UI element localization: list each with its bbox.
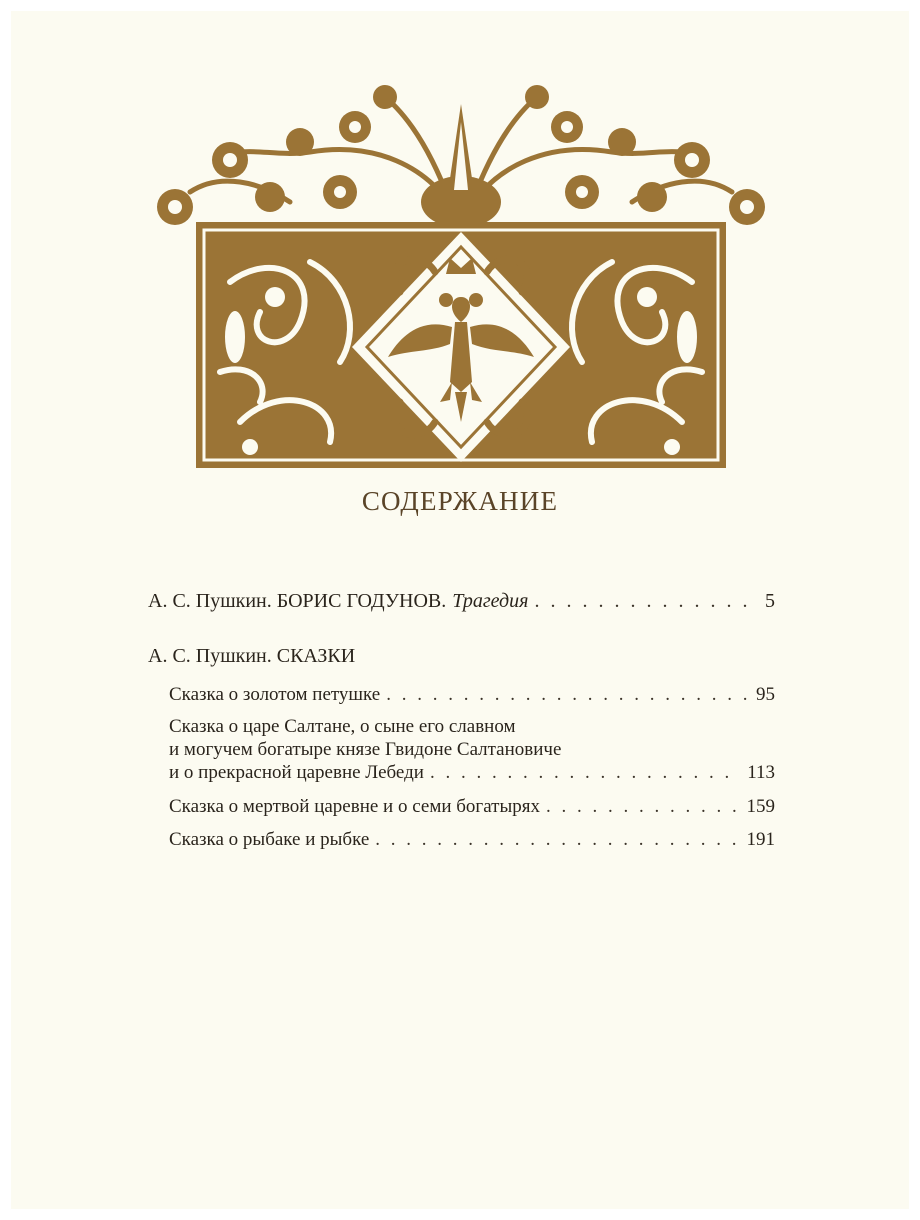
toc-entry-fisherman[interactable] [169,829,775,851]
toc-entry-dead-princess[interactable] [169,796,775,818]
toc-entry-title: Сказка о золотом петушке [169,684,381,705]
toc-entry-boris-godunov[interactable] [148,590,775,613]
dot-leader [546,796,741,818]
toc-page-number: 5 [765,590,775,612]
toc-entry-tsar-saltan[interactable] [169,762,775,784]
toc-entry-genre: Трагедия [452,590,529,612]
toc-page-number: 191 [746,829,775,850]
toc-entry-line[interactable]: Сказка о царе Салтане, о сыне его славном [169,716,516,737]
contents-heading: СОДЕРЖАНИЕ [361,486,559,516]
toc-section-title [148,645,775,668]
dot-leader [534,590,759,613]
toc-page-number: 159 [746,796,775,817]
dot-leader [375,829,740,851]
dot-leader [386,684,750,706]
toc-entry-title: и о прекрасной царевне Лебеди [169,762,424,783]
toc-entry-title: Сказка о мертвой царевне и о семи богатырях [169,796,540,817]
section-title: А. С. Пушкин. СКАЗКИ [148,645,356,667]
toc-entry-title: Сказка о рыбаке и рыбке [169,829,370,850]
toc-page-number: 95 [756,684,775,705]
toc-entry-title: А. С. Пушкин. БОРИС ГОДУНОВ. [148,590,447,612]
toc-entry-golden-cockerel[interactable] [169,684,775,706]
dot-leader [430,762,741,784]
toc-entry-line[interactable]: и могучем богатыре князе Гвидоне Салтановиче [169,739,562,760]
double-headed-eagle-ornament-icon [150,82,772,472]
toc-page-number: 113 [747,762,775,783]
